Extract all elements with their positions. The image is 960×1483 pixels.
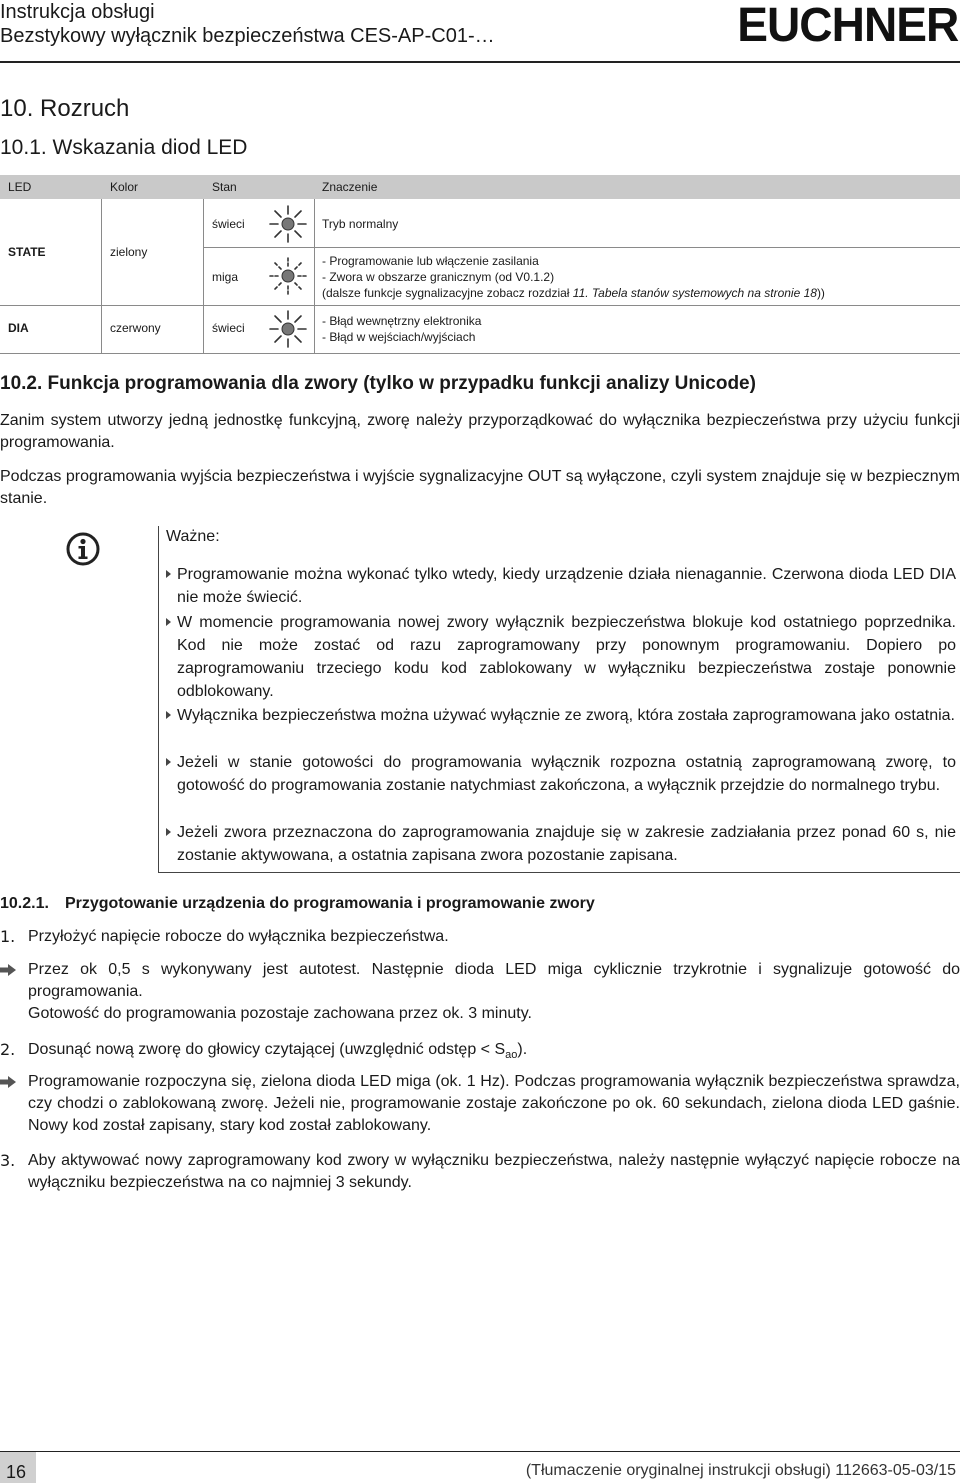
euchner-logo: EUCHNER [736, 0, 958, 52]
step-1: 1. Przyłożyć napięcie robocze do wyłącznika bezpieczeństwa. [0, 927, 449, 946]
state-blink-xref[interactable]: 11. Tabela stanów systemowych na stronie 18 [572, 286, 817, 300]
col-led: LED [8, 180, 32, 194]
table-vline [203, 199, 204, 353]
important-bullet: Wyłącznika bezpieczeństwa można używać wyłącznie ze zworą, która została zaprogramowana jako ostatnia. [166, 704, 956, 727]
led-on-icon [268, 204, 308, 244]
paragraph-safe-state: Podczas programowania wyjścia bezpieczeństwa i wyjście sygnalizacyjne OUT są wyłączone, czyli system znajduje się w bezpiecznym stanie. [0, 468, 960, 507]
state-blink-line2: - Zwora w obszarze granicznym (od V0.1.2) [322, 270, 555, 284]
table-vline [101, 199, 102, 353]
dia-line1: - Błąd wewnętrzny elektronika [322, 314, 482, 328]
table-vline [314, 199, 315, 353]
subsection-heading: 10.1. Wskazania diod LED [0, 136, 248, 159]
bullet-triangle-icon [166, 758, 171, 766]
section-heading-10-2: 10.2. Funkcja programowania dla zwory (tylko w przypadku funkcji analizy Unicode) [0, 373, 756, 394]
footer-divider [0, 1451, 960, 1452]
result-2: Programowanie rozpoczyna się, zielona dioda LED miga (ok. 1 Hz). Podczas programowania wyłącznik bezpieczeństwa sprawdza, czy chodzi o zablokowaną zworę. Jeżeli nie, programowanie zostaje zakończone po ok. 60 sekundach, zielona dioda LED gaśnie. Nowy kod został zapisany, stary kod został zablokowany. [0, 1071, 960, 1137]
paragraph-intro: Zanim system utworzy jedną jednostkę funkcyjną, zworę należy przyporządkować do wyłącznika bezpieczeństwa przy użyciu funkcji programowania. [0, 412, 960, 451]
important-title: Ważne: [166, 528, 220, 545]
bullet-triangle-icon [166, 570, 171, 578]
section-title: Przygotowanie urządzenia do programowania i programowanie zwory [64, 895, 595, 912]
col-kolor: Kolor [110, 180, 139, 194]
arrow-right-icon [0, 1076, 16, 1088]
state-blink-line3-a: (dalsze funkcje sygnalizacyjne zobacz rozdział [322, 286, 573, 300]
step-number: 3. [0, 1151, 16, 1170]
dia-stan: świeci [212, 321, 245, 335]
dia-line2: - Błąd w wejściach/wyjściach [322, 330, 476, 344]
result-1: Przez ok 0,5 s wykonywany jest autotest. Następnie dioda LED miga cyklicznie trzykrotnie i sygnalizuje gotowość do programowania. Gotowość do programowania pozostaje zachowana przez ok. 3 minuty. [0, 959, 960, 1025]
led-table-header [0, 175, 960, 199]
state-blink-line1: - Programowanie lub włączenie zasilania [322, 254, 539, 268]
bullet-triangle-icon [166, 828, 171, 836]
step-number: 1. [0, 927, 16, 946]
bullet-triangle-icon [166, 711, 171, 719]
important-bullet: Jeżeli w stanie gotowości do programowania wyłącznik rozpozna ostatnią zaprogramowaną zworę, to gotowość do programowania zostanie natychmiast zakończona, a wyłącznik przejdzie do normalnego trybu. [166, 751, 956, 797]
led-blinking-icon [268, 256, 308, 296]
led-dia-label: DIA [8, 321, 29, 335]
led-state-label: STATE [8, 245, 46, 259]
col-znaczenie: Znaczenie [322, 180, 378, 194]
section-heading-10-2-1 [0, 893, 595, 915]
state-blink-line3 [322, 286, 825, 301]
table-hline [0, 305, 960, 306]
chapter-heading: 10. Rozruch [0, 95, 130, 122]
info-icon [66, 532, 100, 566]
state-on-stan: świeci [212, 217, 245, 231]
document-reference: (Tłumaczenie oryginalnej instrukcji obsługi) 112663-05-03/15 [525, 1462, 956, 1479]
state-on-meaning: Tryb normalny [322, 217, 399, 231]
product-title: Bezstykowy wyłącznik bezpieczeństwa CES-AP-C01-… [0, 25, 495, 47]
important-divider [158, 526, 159, 872]
state-blink-stan: miga [212, 270, 239, 284]
led-state-color: zielony [110, 245, 148, 259]
header-divider [0, 61, 960, 63]
manual-title: Instrukcja obsługi [0, 1, 155, 23]
section-number: 10.2.1. [0, 895, 49, 912]
step-3: 3. Aby aktywować nowy zaprogramowany kod zwory w wyłączniku bezpieczeństwa, należy następnie wyłączyć napięcie robocze na wyłączniku bezpieczeństwa na co najmniej 3 sekundy. [0, 1151, 960, 1191]
state-blink-line3-c: )) [816, 286, 825, 300]
table-hline [0, 353, 960, 354]
important-bullet: Jeżeli zwora przeznaczona do zaprogramowania znajduje się w zakresie zadziałania przez ponad 60 s, nie zostanie aktywowana, a ostatnia zapisana zwora pozostanie zapisana. [166, 821, 956, 867]
page-number: 16 [6, 1462, 27, 1482]
step-number: 2. [0, 1040, 16, 1059]
important-bottom-rule [158, 872, 960, 873]
led-dia-color: czerwony [110, 321, 161, 335]
table-hline [203, 247, 960, 248]
bullet-triangle-icon [166, 618, 171, 626]
important-bullet: W momencie programowania nowej zwory wyłącznik bezpieczeństwa blokuje kod ostatniego poprzednika. Kod nie może zostać od razu zaprogramowany przy ponownym programowaniu. Dopiero po zaprogramowaniu trzeciego kodu kod zablokowany w wyłączniku bezpieczeństwa zostaje ponownie odblokowany. [166, 611, 956, 703]
led-on-icon [268, 309, 308, 349]
arrow-right-icon [0, 964, 16, 976]
col-stan: Stan [212, 180, 237, 194]
step-2: 2. Dosunąć nową zworę do głowicy czytającej (uwzględnić odstęp < $S_{ao}$). [0, 1040, 528, 1062]
important-bullet: Programowanie można wykonać tylko wtedy, kiedy urządzenie działa nienagannie. Czerwona dioda LED DIA nie może świecić. [166, 563, 956, 609]
